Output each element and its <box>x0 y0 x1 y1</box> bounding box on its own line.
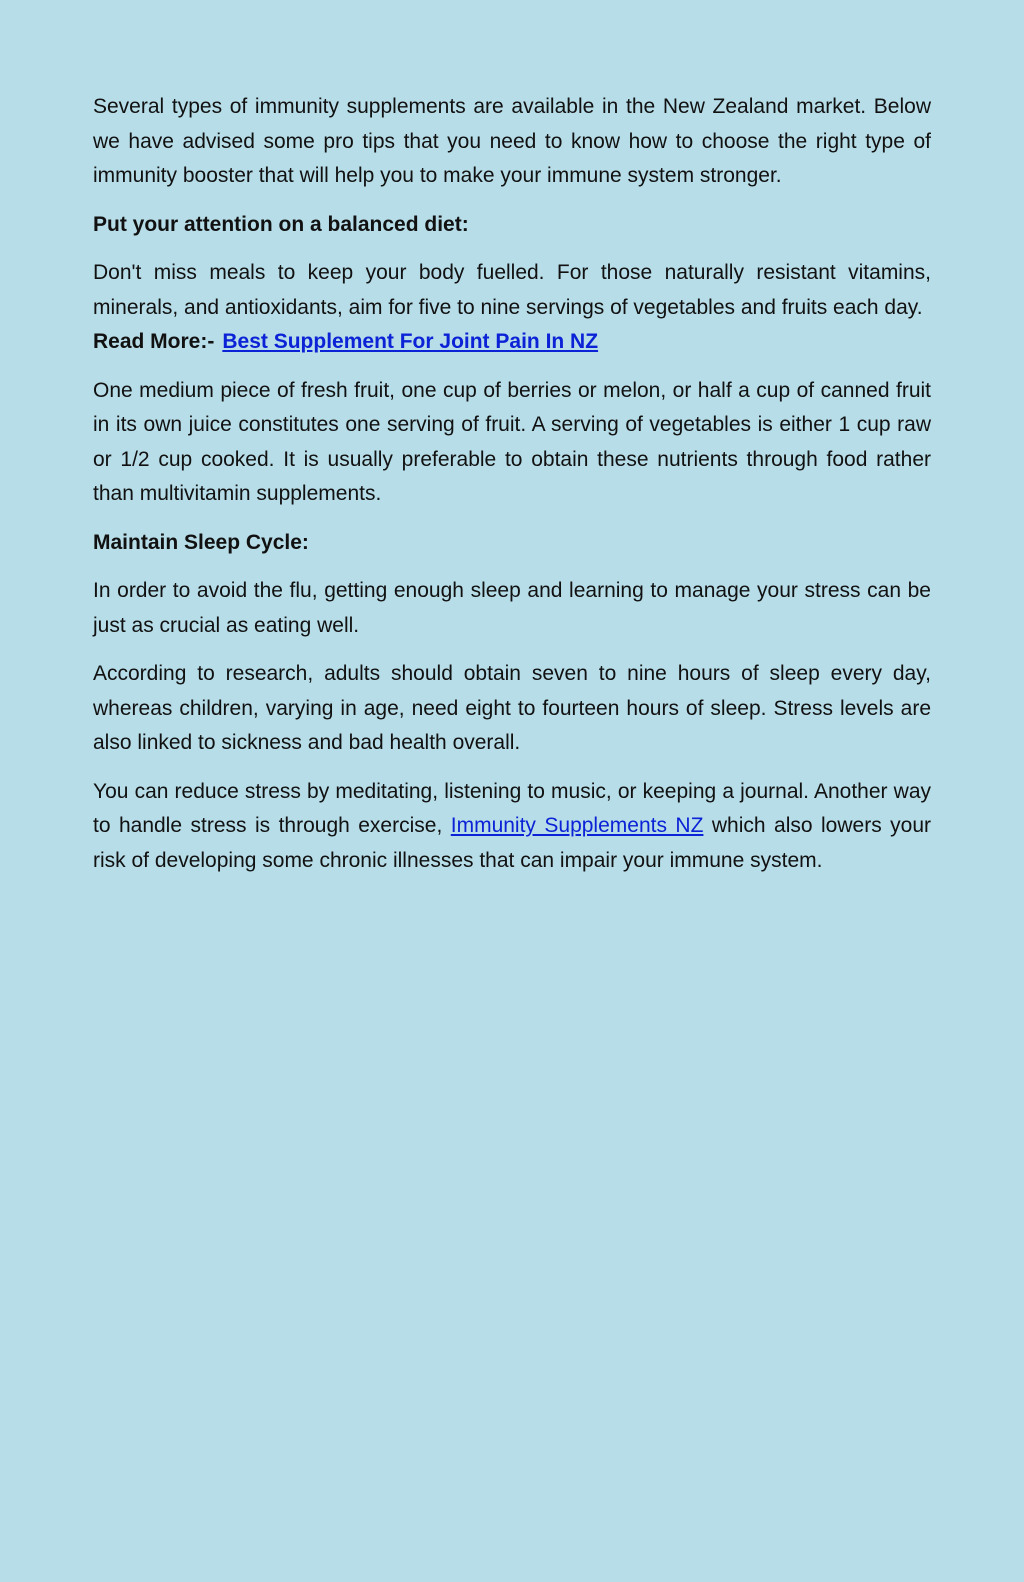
read-more-label: Read More:- <box>93 330 215 353</box>
section-heading-sleep-cycle: Maintain Sleep Cycle: <box>93 530 309 554</box>
balanced-diet-paragraph: Don't miss meals to keep your body fuelled. For those naturally resistant vitamins, minerals, and antioxidants, aim for five to nine servings of vegetables and fruits each day. <box>93 261 931 319</box>
joint-pain-supplement-link[interactable]: Best Supplement For Joint Pain In NZ <box>222 330 599 353</box>
sleep-research-paragraph: According to research, adults should obtain seven to nine hours of sleep every day, whereas children, varying in age, need eight to fourteen hours of sleep. Stress levels are also linked to sickness and bad health overall. <box>93 662 931 754</box>
stress-text-before-link: You can reduce stress by meditating, listening to music, or keeping a journal. Another way to handle stress is through exercise, <box>93 779 931 837</box>
section-heading-balanced-diet: Put your attention on a balanced diet: <box>93 212 469 236</box>
read-more-line <box>93 325 931 360</box>
sleep-stress-paragraph: In order to avoid the flu, getting enough sleep and learning to manage your stress can be just as crucial as eating well. <box>93 579 931 637</box>
stress-text-after-link: which also lowers your risk of developing some chronic illnesses that can impair your immune system. <box>93 814 931 872</box>
immunity-supplements-link[interactable]: Immunity Supplements NZ <box>450 814 704 837</box>
stress-reduction-paragraph <box>93 775 931 879</box>
intro-paragraph: Several types of immunity supplements are available in the New Zealand market. Below we have advised some pro tips that you need to know how to choose the right type of immunity booster that will help you to make your immune system stronger. <box>93 95 931 187</box>
serving-size-paragraph: One medium piece of fresh fruit, one cup of berries or melon, or half a cup of canned fruit in its own juice constitutes one serving of fruit. A serving of vegetables is either 1 cup raw or 1/2 cup cooked. It is usually preferable to obtain these nutrients through food rather than multivitamin supplements. <box>93 378 931 505</box>
